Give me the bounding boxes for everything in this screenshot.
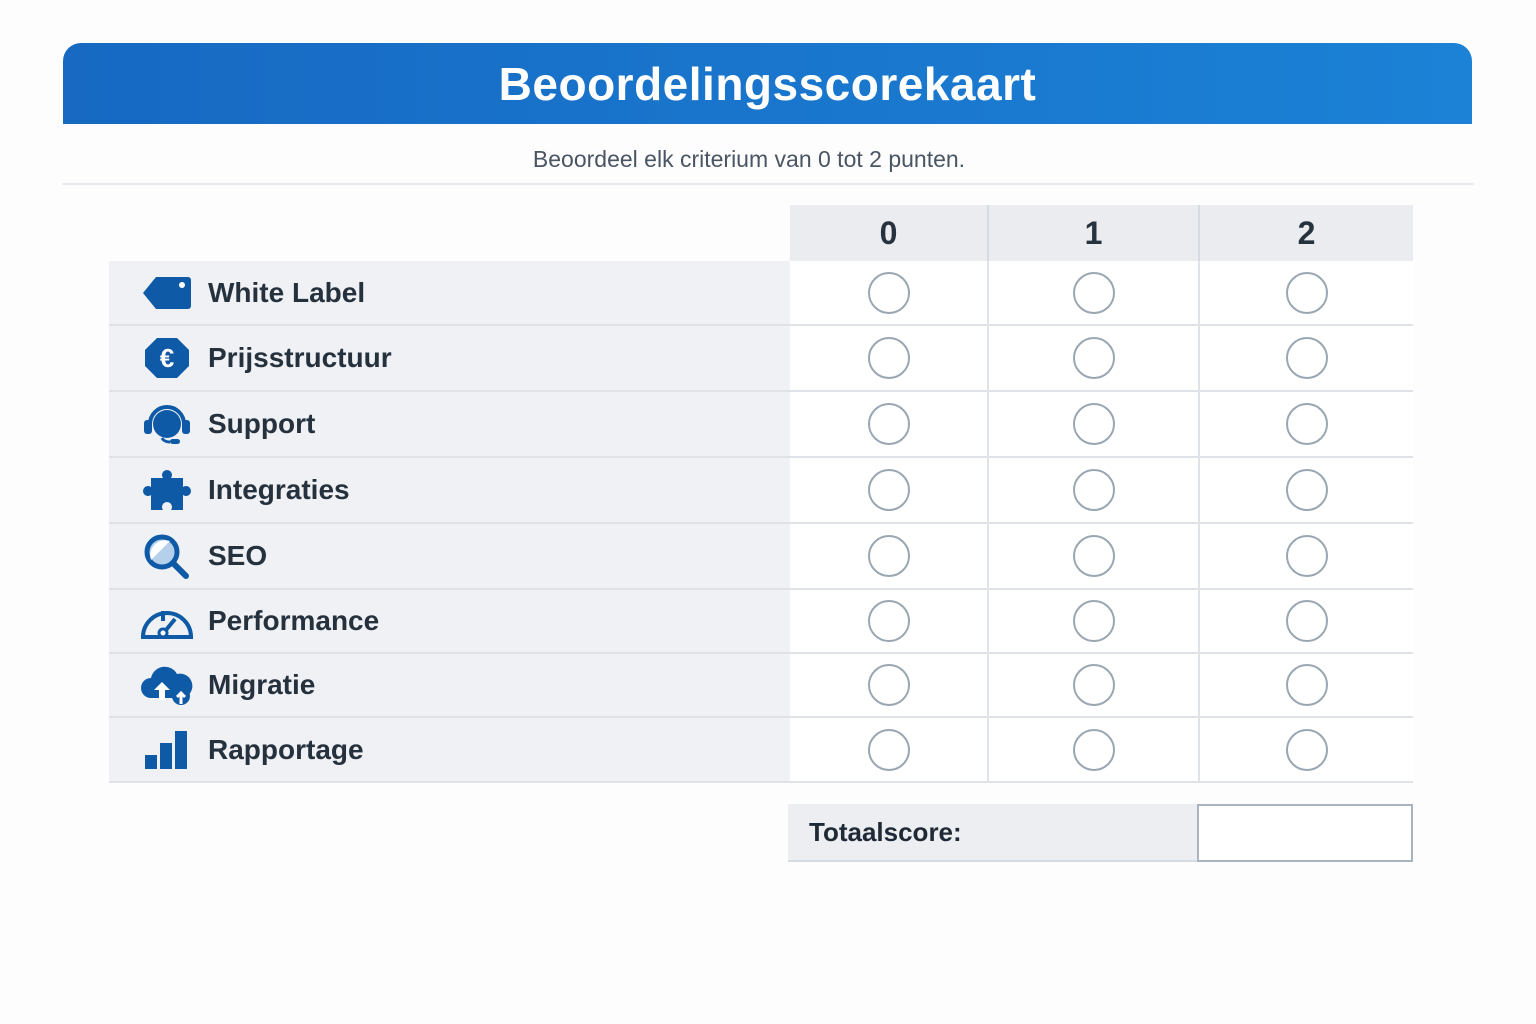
criterion-label-cell: [109, 718, 790, 781]
bar-chart-icon: [138, 727, 196, 773]
criterion-label-cell: [109, 458, 790, 522]
score-radio-1[interactable]: [1073, 600, 1115, 642]
score-cell: [989, 654, 1200, 716]
score-radio-2[interactable]: [1286, 535, 1328, 577]
score-radio-0[interactable]: [868, 469, 910, 511]
criterion-row: [109, 718, 1413, 783]
score-radio-2[interactable]: [1286, 600, 1328, 642]
score-radio-2[interactable]: [1286, 664, 1328, 706]
score-radio-1[interactable]: [1073, 403, 1115, 445]
score-cell: [1200, 718, 1413, 781]
column-header-2: 2: [1200, 205, 1413, 261]
score-cell: [790, 392, 989, 456]
cloud-upload-icon: [138, 662, 196, 708]
column-header-0: 0: [790, 205, 989, 261]
criterion-label: Prijsstructuur: [208, 342, 392, 373]
criterion-label-cell: [109, 654, 790, 716]
criterion-label: Rapportage: [208, 733, 364, 765]
criterion-label-cell: [109, 392, 790, 456]
score-cell: [989, 718, 1200, 781]
score-cell: [1200, 654, 1413, 716]
score-cell: [989, 458, 1200, 522]
subtitle: Beoordeel elk criterium van 0 tot 2 punten.: [532, 146, 966, 172]
criterion-label: Integraties: [208, 474, 350, 505]
criterion-row: [109, 590, 1413, 654]
score-radio-2[interactable]: [1286, 337, 1328, 379]
total-score-input[interactable]: [1197, 804, 1413, 862]
criterion-label-cell: [109, 261, 790, 324]
criterion-row: [109, 326, 1413, 392]
criterion-label-cell: [109, 524, 790, 588]
criterion-label: Support: [208, 408, 316, 439]
score-radio-2[interactable]: [1286, 403, 1328, 445]
criterion-label-cell: [109, 590, 790, 652]
score-cell: [790, 524, 989, 588]
score-cell: [989, 261, 1200, 324]
page-title: Beoordelingsscorekaart: [498, 57, 1037, 110]
score-radio-0[interactable]: [868, 600, 910, 642]
score-radio-1[interactable]: [1073, 337, 1115, 379]
header-bar: [63, 43, 1472, 124]
criterion-label: Migratie: [208, 669, 316, 700]
score-cell: [989, 392, 1200, 456]
score-radio-2[interactable]: [1286, 469, 1328, 511]
criterion-label: White Label: [208, 276, 366, 308]
puzzle-icon: [138, 467, 196, 513]
score-radio-1[interactable]: [1073, 272, 1115, 314]
score-cell: [790, 718, 989, 781]
criterion-row: [109, 261, 1413, 326]
score-cell: [1200, 524, 1413, 588]
score-radio-0[interactable]: [868, 403, 910, 445]
score-cell: [1200, 590, 1413, 652]
score-radio-1[interactable]: [1073, 729, 1115, 771]
score-cell: [1200, 392, 1413, 456]
criterion-label: SEO: [208, 540, 268, 571]
criterion-row: [109, 654, 1413, 718]
score-radio-0[interactable]: [868, 337, 910, 379]
svg-text:€: €: [159, 343, 175, 373]
criterion-row: [109, 524, 1413, 590]
score-radio-1[interactable]: [1073, 535, 1115, 577]
score-cell: [790, 458, 989, 522]
score-cell: [790, 326, 989, 390]
score-radio-0[interactable]: [868, 535, 910, 577]
total-score-label: Totaalscore:: [788, 804, 1197, 862]
speedometer-icon: [138, 598, 196, 644]
score-radio-2[interactable]: [1286, 729, 1328, 771]
criterion-label: Performance: [208, 605, 380, 636]
score-cell: [989, 326, 1200, 390]
criterion-row: [109, 458, 1413, 524]
headset-icon: [138, 401, 196, 447]
magnifier-icon: [138, 533, 196, 579]
criterion-label-cell: [109, 326, 790, 390]
score-cell: [989, 524, 1200, 588]
score-cell: [1200, 261, 1413, 324]
euro-icon: [138, 335, 196, 381]
score-radio-0[interactable]: [868, 729, 910, 771]
score-cell: [1200, 326, 1413, 390]
score-cell: [790, 654, 989, 716]
score-cell: [1200, 458, 1413, 522]
score-radio-1[interactable]: [1073, 469, 1115, 511]
score-cell: [790, 590, 989, 652]
tag-icon: [138, 270, 196, 316]
score-radio-1[interactable]: [1073, 664, 1115, 706]
column-header-1: 1: [989, 205, 1200, 261]
score-radio-0[interactable]: [868, 272, 910, 314]
divider: [62, 183, 1473, 185]
score-cell: [790, 261, 989, 324]
score-radio-2[interactable]: [1286, 272, 1328, 314]
criterion-row: [109, 392, 1413, 458]
score-cell: [989, 590, 1200, 652]
score-radio-0[interactable]: [868, 664, 910, 706]
